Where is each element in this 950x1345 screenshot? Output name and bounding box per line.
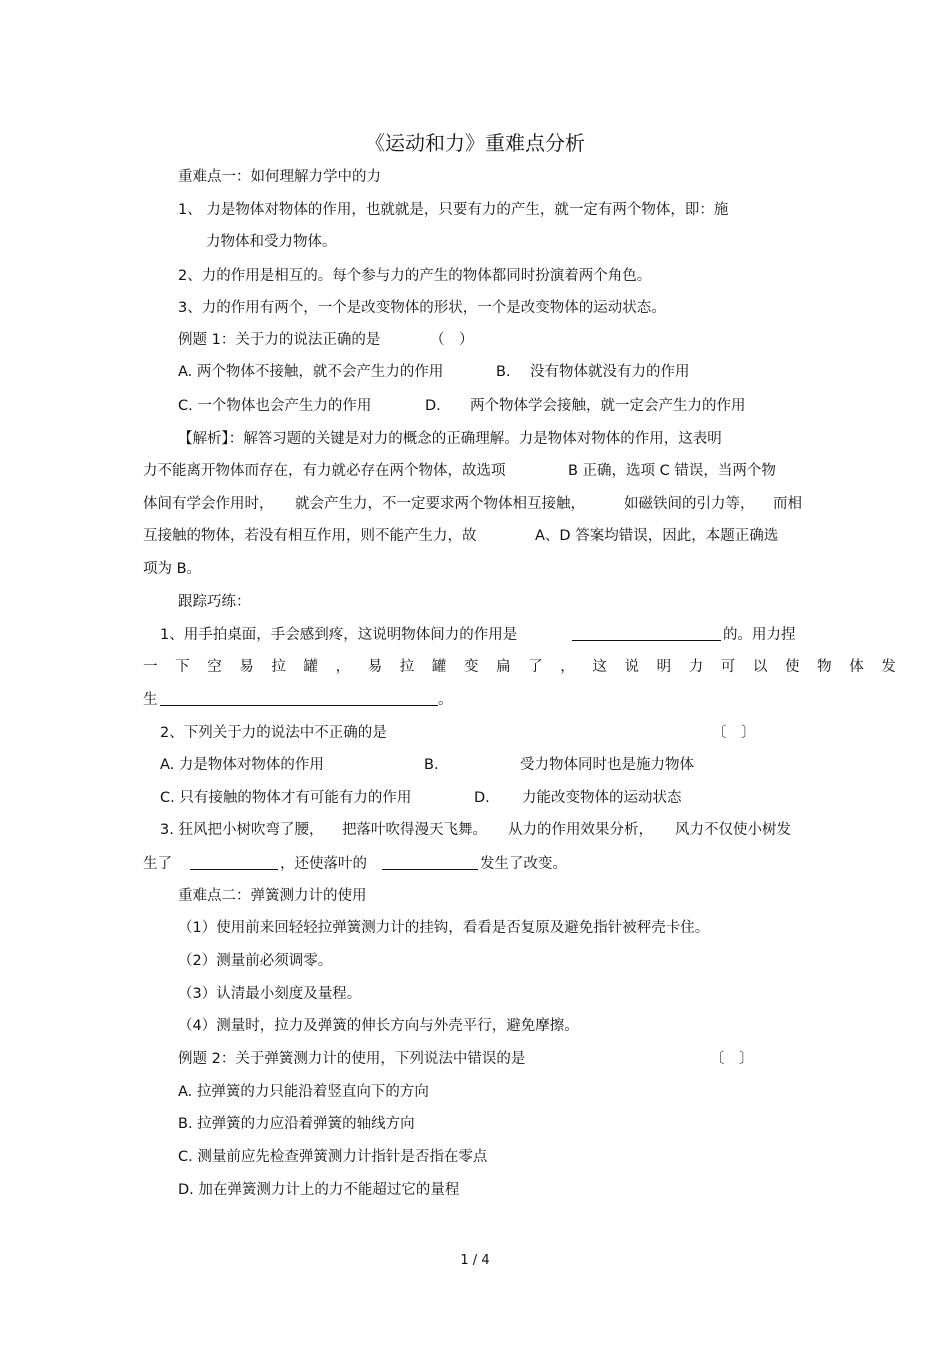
example2-option-b: B. 拉弹簧的力应沿着弹簧的轴线方向 <box>178 1116 415 1132</box>
practice3-line2a: 生了 <box>143 856 172 872</box>
analysis-line5: 项为 B。 <box>143 561 202 577</box>
practice3-line2b: ，还使落叶的 <box>280 856 367 872</box>
s2-item3: （3）认清最小刻度及量程。 <box>178 986 362 1002</box>
page-number: 1 / 4 <box>460 1253 490 1268</box>
example2-option-a: A. 拉弹簧的力只能沿着竖直向下的方向 <box>178 1084 429 1100</box>
example1-option-a: A. 两个物体不接触，就不会产生力的作用 <box>178 364 444 380</box>
example2-option-c: C. 测量前应先检查弹簧测力计指针是否指在零点 <box>178 1149 488 1165</box>
document-title: 《运动和力》重难点分析 <box>365 131 585 155</box>
practice1-line3a: 生 <box>143 692 158 708</box>
s1-item1-line2: 力物体和受力物体。 <box>206 234 337 250</box>
analysis-line3c: 如磁铁间的引力等， <box>624 496 755 512</box>
practice2-stem: 2、下列关于力的说法中不正确的是 <box>160 725 387 741</box>
s1-item2: 2、力的作用是相互的。每个参与力的产生的物体都同时扮演着两个角色。 <box>178 268 652 284</box>
practice-heading: 跟踪巧练： <box>178 594 251 610</box>
example2-option-d: D. 加在弹簧测力计上的力不能超过它的量程 <box>178 1182 460 1198</box>
section2-heading: 重难点二：弹簧测力计的使用 <box>178 888 367 904</box>
analysis-line3b: 就会产生力，不一定要求两个物体相互接触， <box>295 496 585 512</box>
example1-option-c: C. 一个物体也会产生力的作用 <box>178 398 372 414</box>
analysis-line3a: 体间有学会作用时， <box>143 496 274 512</box>
practice3-line1b: 把落叶吹得漫天飞舞。 <box>342 822 487 838</box>
example1-bracket: （ ） <box>430 332 474 348</box>
s1-item3: 3、力的作用有两个，一个是改变物体的形状，一个是改变物体的运动状态。 <box>178 300 666 316</box>
analysis-line1: 【解析】：解答习题的关键是对力的概念的正确理解。力是物体对物体的作用，这表明 <box>178 431 722 447</box>
analysis-line4a: 互接触的物体，若没有相互作用，则不能产生力，故 <box>143 528 477 544</box>
practice2-option-b-letter: B. <box>424 757 439 773</box>
practice1-line3b: 。 <box>438 692 453 708</box>
practice1-blank2[interactable] <box>160 690 438 710</box>
practice2-option-d: 力能改变物体的运动状态 <box>522 790 682 806</box>
analysis-line3d: 而相 <box>773 496 802 512</box>
practice1-blank1[interactable] <box>572 625 721 645</box>
practice2-option-c: C. 只有接触的物体才有可能有力的作用 <box>160 790 412 806</box>
practice1-line2: 一下空易拉罐，易拉罐变扁了，这说明力可以使物体发 <box>143 659 914 675</box>
practice2-option-d-letter: D. <box>474 790 490 806</box>
s2-item2: （2）测量前必须调零。 <box>178 953 333 969</box>
analysis-line2a: 力不能离开物体而存在，有力就必存在两个物体，故选项 <box>143 463 506 479</box>
example2-stem: 例题 2：关于弹簧测力计的使用，下列说法中错误的是 <box>178 1051 526 1067</box>
practice1-line1b: 的。用力捏 <box>723 627 796 643</box>
practice3-line2c: 发生了改变。 <box>480 856 567 872</box>
s1-item1-line1: 1、 力是物体对物体的作用，也就就是，只要有力的产生，就一定有两个物体，即：施 <box>178 202 729 218</box>
practice2-option-b: 受力物体同时也是施力物体 <box>520 757 694 773</box>
example1-stem: 例题 1：关于力的说法正确的是 <box>178 332 381 348</box>
s2-item1: （1）使用前来回轻轻拉弹簧测力计的挂钩，看看是否复原及避免指针被秤壳卡住。 <box>178 920 710 936</box>
section1-heading: 重难点一：如何理解力学中的力 <box>178 169 381 185</box>
s2-item4: （4）测量时，拉力及弹簧的伸长方向与外壳平行，避免摩擦。 <box>178 1018 579 1034</box>
practice2-option-a: A. 力是物体对物体的作用 <box>160 757 324 773</box>
example1-option-b: 没有物体就没有力的作用 <box>530 364 690 380</box>
example1-option-d: 两个物体学会接触，就一定会产生力的作用 <box>470 398 746 414</box>
practice3-line1a: 3. 狂风把小树吹弯了腰， <box>160 822 324 838</box>
practice3-line1c: 从力的作用效果分析， <box>508 822 653 838</box>
example2-bracket: 〔 〕 <box>710 1051 754 1067</box>
example1-option-b-letter: B. <box>496 364 511 380</box>
practice2-bracket: 〔 〕 <box>712 725 756 741</box>
practice3-blank2[interactable] <box>382 854 478 874</box>
analysis-line4b: A、D 答案均错误，因此，本题正确选 <box>535 528 779 544</box>
practice3-blank1[interactable] <box>190 854 278 874</box>
practice1-line1a: 1、用手拍桌面，手会感到疼，这说明物体间力的作用是 <box>160 627 518 643</box>
analysis-line2b: B 正确，选项 C 错误，当两个物 <box>568 463 776 479</box>
example1-option-d-letter: D. <box>425 398 441 414</box>
practice3-line1d: 风力不仅使小树发 <box>675 822 791 838</box>
